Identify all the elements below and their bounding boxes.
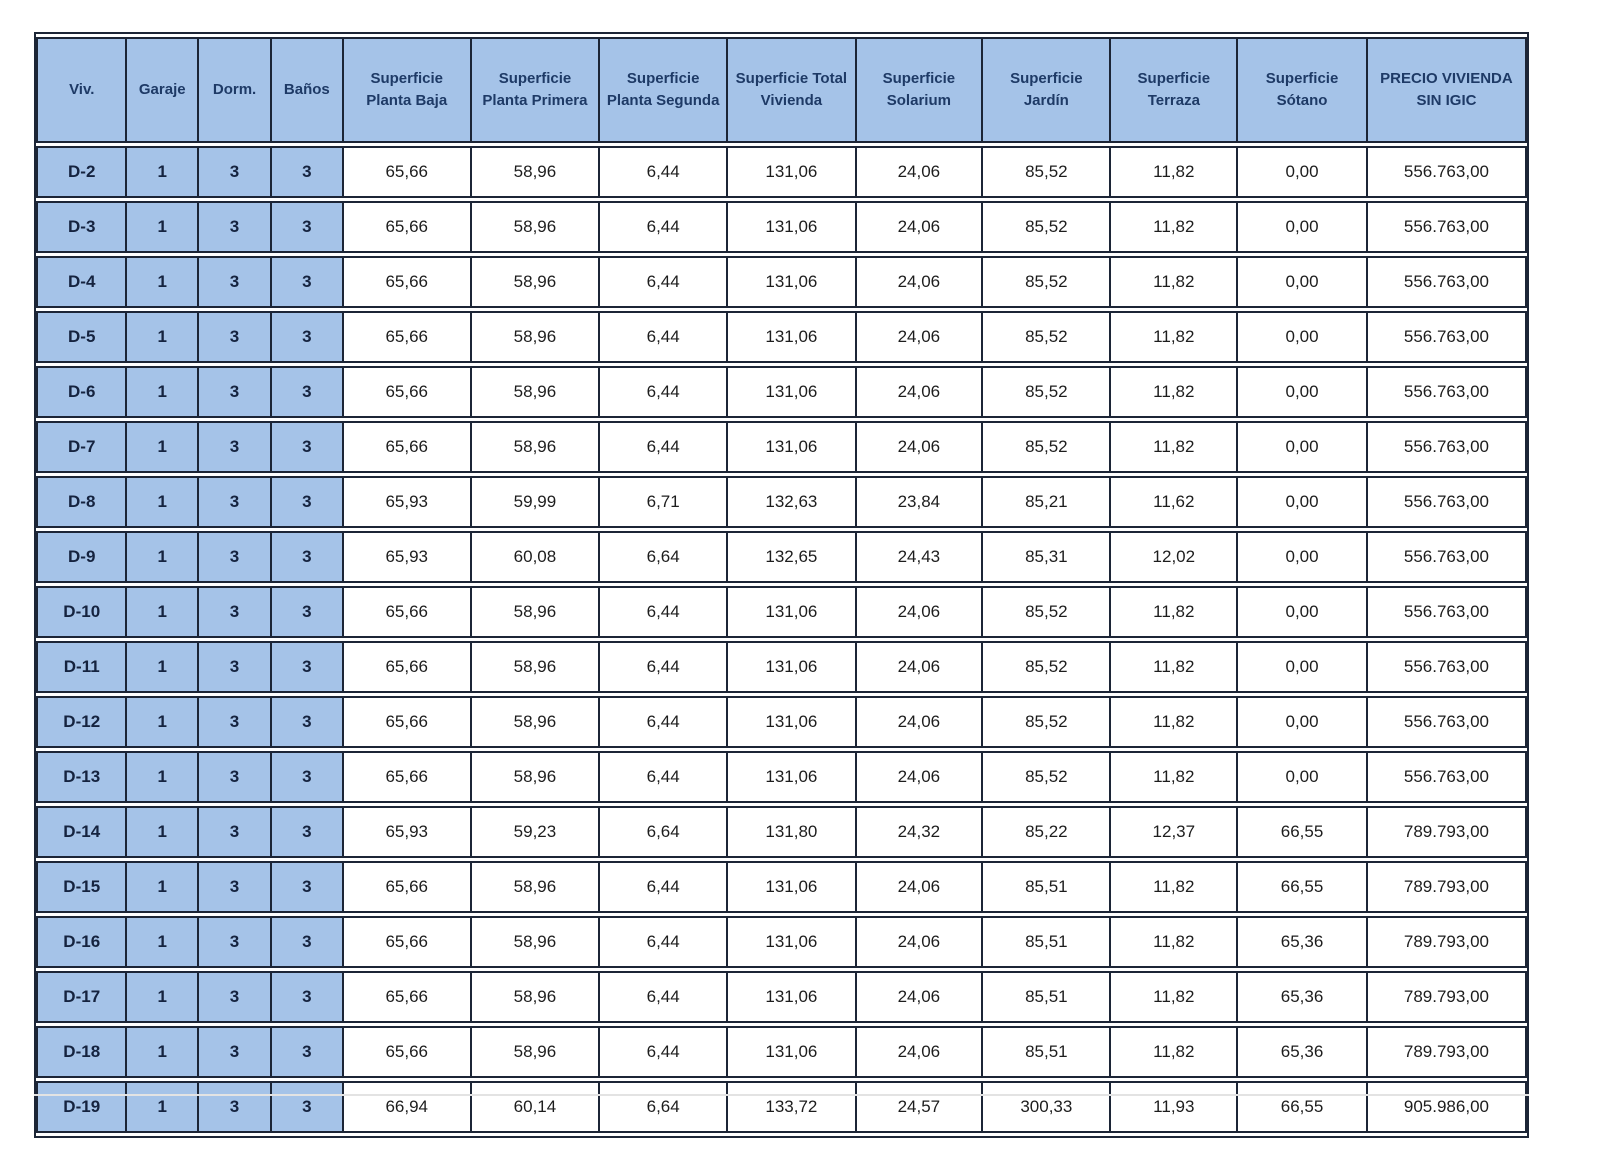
data-cell-sup_jardin: 85,52 <box>981 311 1109 363</box>
page-bottom-shadow <box>34 1094 1529 1096</box>
data-cell-garaje: 1 <box>125 751 197 803</box>
data-cell-sup_planta_segunda: 6,44 <box>598 751 726 803</box>
header-cell-sup_terraza: Superficie Terraza <box>1109 37 1236 143</box>
table-row-d-6 <box>36 366 1527 418</box>
table-row-d-11 <box>36 641 1527 693</box>
data-cell-dorm: 3 <box>197 916 270 968</box>
data-cell-sup_jardin: 85,52 <box>981 696 1109 748</box>
data-cell-sup_planta_baja: 65,93 <box>342 531 470 583</box>
data-cell-sup_planta_primera: 58,96 <box>470 366 598 418</box>
data-cell-sup_terraza: 11,62 <box>1109 476 1236 528</box>
data-cell-garaje: 1 <box>125 256 197 308</box>
data-cell-sup_terraza: 11,82 <box>1109 421 1236 473</box>
data-cell-sup_planta_segunda: 6,44 <box>598 586 726 638</box>
row-label-cell: D-3 <box>36 201 125 253</box>
data-cell-sup_planta_baja: 65,66 <box>342 1026 470 1078</box>
data-cell-sup_solarium: 24,06 <box>855 366 982 418</box>
data-cell-sup_planta_segunda: 6,44 <box>598 1026 726 1078</box>
data-cell-sup_planta_baja: 65,66 <box>342 311 470 363</box>
row-label-cell: D-2 <box>36 146 125 198</box>
data-cell-sup_sotano: 0,00 <box>1236 201 1366 253</box>
data-cell-sup_planta_segunda: 6,64 <box>598 1081 726 1133</box>
data-cell-dorm: 3 <box>197 586 270 638</box>
data-cell-sup_terraza: 11,82 <box>1109 861 1236 913</box>
data-cell-precio: 556.763,00 <box>1366 586 1527 638</box>
data-cell-sup_planta_segunda: 6,44 <box>598 861 726 913</box>
data-cell-garaje: 1 <box>125 531 197 583</box>
data-cell-banos: 3 <box>270 1026 342 1078</box>
data-cell-sup_solarium: 24,06 <box>855 916 982 968</box>
data-cell-sup_planta_primera: 58,96 <box>470 861 598 913</box>
data-cell-sup_solarium: 24,32 <box>855 806 982 858</box>
data-cell-sup_jardin: 85,52 <box>981 586 1109 638</box>
data-cell-garaje: 1 <box>125 1081 197 1133</box>
data-cell-sup_planta_segunda: 6,64 <box>598 806 726 858</box>
data-cell-dorm: 3 <box>197 531 270 583</box>
data-cell-sup_planta_primera: 60,08 <box>470 531 598 583</box>
data-cell-precio: 789.793,00 <box>1366 971 1527 1023</box>
data-cell-sup_terraza: 11,82 <box>1109 146 1236 198</box>
data-cell-sup_planta_primera: 59,23 <box>470 806 598 858</box>
row-label-cell: D-18 <box>36 1026 125 1078</box>
data-cell-sup_planta_baja: 65,66 <box>342 751 470 803</box>
data-cell-banos: 3 <box>270 1081 342 1133</box>
data-cell-sup_sotano: 0,00 <box>1236 586 1366 638</box>
data-cell-sup_jardin: 85,51 <box>981 861 1109 913</box>
data-cell-garaje: 1 <box>125 806 197 858</box>
data-cell-sup_jardin: 85,52 <box>981 201 1109 253</box>
data-cell-precio: 556.763,00 <box>1366 366 1527 418</box>
data-cell-sup_planta_segunda: 6,44 <box>598 916 726 968</box>
table-row-d-8 <box>36 476 1527 528</box>
data-cell-sup_planta_primera: 58,96 <box>470 751 598 803</box>
data-cell-sup_jardin: 85,52 <box>981 641 1109 693</box>
table-row-d-18 <box>36 1026 1527 1078</box>
data-cell-sup_solarium: 24,06 <box>855 641 982 693</box>
data-cell-sup_solarium: 24,43 <box>855 531 982 583</box>
data-cell-sup_total_vivienda: 131,06 <box>726 751 854 803</box>
data-cell-precio: 556.763,00 <box>1366 641 1527 693</box>
data-cell-precio: 789.793,00 <box>1366 861 1527 913</box>
data-cell-sup_terraza: 11,82 <box>1109 256 1236 308</box>
data-cell-sup_planta_segunda: 6,44 <box>598 421 726 473</box>
header-cell-sup_jardin: Superficie Jardín <box>981 37 1109 143</box>
table-row-d-15 <box>36 861 1527 913</box>
row-label-cell: D-7 <box>36 421 125 473</box>
data-cell-sup_terraza: 12,02 <box>1109 531 1236 583</box>
data-cell-banos: 3 <box>270 971 342 1023</box>
data-cell-sup_planta_segunda: 6,44 <box>598 311 726 363</box>
data-cell-sup_solarium: 24,06 <box>855 971 982 1023</box>
data-cell-sup_planta_baja: 65,66 <box>342 586 470 638</box>
data-cell-precio: 556.763,00 <box>1366 751 1527 803</box>
row-label-cell: D-15 <box>36 861 125 913</box>
header-cell-sup_planta_primera: Superficie Planta Primera <box>470 37 598 143</box>
table-row-d-12 <box>36 696 1527 748</box>
data-cell-sup_jardin: 85,51 <box>981 1026 1109 1078</box>
data-cell-sup_planta_primera: 58,96 <box>470 696 598 748</box>
data-cell-dorm: 3 <box>197 751 270 803</box>
data-cell-sup_sotano: 66,55 <box>1236 861 1366 913</box>
price-table <box>34 32 1529 1138</box>
data-cell-sup_terraza: 11,82 <box>1109 366 1236 418</box>
data-cell-sup_total_vivienda: 131,06 <box>726 696 854 748</box>
table-row-d-3 <box>36 201 1527 253</box>
data-cell-sup_planta_baja: 65,93 <box>342 806 470 858</box>
data-cell-sup_jardin: 85,52 <box>981 146 1109 198</box>
table-row-d-4 <box>36 256 1527 308</box>
data-cell-garaje: 1 <box>125 146 197 198</box>
data-cell-sup_total_vivienda: 131,06 <box>726 421 854 473</box>
data-cell-dorm: 3 <box>197 421 270 473</box>
data-cell-sup_sotano: 0,00 <box>1236 256 1366 308</box>
header-cell-viv: Viv. <box>36 37 125 143</box>
data-cell-sup_planta_segunda: 6,71 <box>598 476 726 528</box>
data-cell-sup_planta_primera: 58,96 <box>470 586 598 638</box>
data-cell-sup_sotano: 0,00 <box>1236 421 1366 473</box>
data-cell-sup_jardin: 85,52 <box>981 256 1109 308</box>
data-cell-dorm: 3 <box>197 146 270 198</box>
data-cell-sup_total_vivienda: 131,06 <box>726 201 854 253</box>
data-cell-precio: 556.763,00 <box>1366 421 1527 473</box>
data-cell-sup_planta_baja: 65,66 <box>342 146 470 198</box>
data-cell-sup_total_vivienda: 132,65 <box>726 531 854 583</box>
row-label-cell: D-11 <box>36 641 125 693</box>
data-cell-sup_planta_primera: 60,14 <box>470 1081 598 1133</box>
data-cell-dorm: 3 <box>197 696 270 748</box>
data-cell-precio: 789.793,00 <box>1366 806 1527 858</box>
data-cell-sup_terraza: 11,82 <box>1109 586 1236 638</box>
header-cell-sup_planta_segunda: Superficie Planta Segunda <box>598 37 726 143</box>
row-label-cell: D-19 <box>36 1081 125 1133</box>
data-cell-garaje: 1 <box>125 586 197 638</box>
data-cell-sup_sotano: 0,00 <box>1236 476 1366 528</box>
header-cell-garaje: Garaje <box>125 37 197 143</box>
data-cell-sup_solarium: 24,57 <box>855 1081 982 1133</box>
data-cell-sup_solarium: 24,06 <box>855 586 982 638</box>
data-cell-sup_planta_baja: 65,66 <box>342 201 470 253</box>
price-table-container <box>34 32 1529 1138</box>
data-cell-precio: 556.763,00 <box>1366 201 1527 253</box>
data-cell-sup_sotano: 66,55 <box>1236 1081 1366 1133</box>
data-cell-sup_sotano: 0,00 <box>1236 751 1366 803</box>
data-cell-sup_planta_segunda: 6,44 <box>598 256 726 308</box>
data-cell-sup_planta_baja: 65,66 <box>342 641 470 693</box>
row-label-cell: D-8 <box>36 476 125 528</box>
data-cell-sup_sotano: 65,36 <box>1236 971 1366 1023</box>
data-cell-precio: 789.793,00 <box>1366 1026 1527 1078</box>
row-label-cell: D-12 <box>36 696 125 748</box>
data-cell-banos: 3 <box>270 641 342 693</box>
data-cell-banos: 3 <box>270 696 342 748</box>
data-cell-sup_terraza: 11,82 <box>1109 201 1236 253</box>
data-cell-precio: 556.763,00 <box>1366 146 1527 198</box>
data-cell-banos: 3 <box>270 586 342 638</box>
data-cell-precio: 556.763,00 <box>1366 531 1527 583</box>
header-cell-sup_solarium: Superficie Solarium <box>855 37 982 143</box>
data-cell-garaje: 1 <box>125 476 197 528</box>
data-cell-sup_total_vivienda: 131,80 <box>726 806 854 858</box>
row-label-cell: D-6 <box>36 366 125 418</box>
data-cell-sup_terraza: 11,82 <box>1109 751 1236 803</box>
row-label-cell: D-16 <box>36 916 125 968</box>
data-cell-banos: 3 <box>270 806 342 858</box>
data-cell-garaje: 1 <box>125 366 197 418</box>
data-cell-garaje: 1 <box>125 971 197 1023</box>
data-cell-dorm: 3 <box>197 311 270 363</box>
data-cell-sup_planta_primera: 58,96 <box>470 916 598 968</box>
data-cell-dorm: 3 <box>197 476 270 528</box>
row-label-cell: D-4 <box>36 256 125 308</box>
data-cell-sup_jardin: 85,52 <box>981 751 1109 803</box>
data-cell-sup_planta_primera: 59,99 <box>470 476 598 528</box>
data-cell-sup_solarium: 24,06 <box>855 421 982 473</box>
data-cell-dorm: 3 <box>197 971 270 1023</box>
data-cell-sup_terraza: 11,82 <box>1109 641 1236 693</box>
data-cell-sup_solarium: 24,06 <box>855 256 982 308</box>
data-cell-sup_planta_baja: 65,66 <box>342 861 470 913</box>
table-row-d-2 <box>36 146 1527 198</box>
data-cell-sup_sotano: 65,36 <box>1236 916 1366 968</box>
data-cell-sup_planta_baja: 65,66 <box>342 421 470 473</box>
data-cell-banos: 3 <box>270 146 342 198</box>
data-cell-sup_planta_segunda: 6,64 <box>598 531 726 583</box>
data-cell-sup_sotano: 0,00 <box>1236 531 1366 583</box>
data-cell-sup_planta_baja: 65,66 <box>342 696 470 748</box>
table-row-d-10 <box>36 586 1527 638</box>
data-cell-sup_solarium: 24,06 <box>855 201 982 253</box>
data-cell-banos: 3 <box>270 531 342 583</box>
data-cell-sup_total_vivienda: 131,06 <box>726 146 854 198</box>
row-label-cell: D-5 <box>36 311 125 363</box>
data-cell-dorm: 3 <box>197 256 270 308</box>
data-cell-sup_total_vivienda: 131,06 <box>726 916 854 968</box>
data-cell-sup_planta_segunda: 6,44 <box>598 366 726 418</box>
data-cell-sup_terraza: 11,82 <box>1109 1026 1236 1078</box>
data-cell-sup_jardin: 85,51 <box>981 916 1109 968</box>
row-label-cell: D-14 <box>36 806 125 858</box>
data-cell-dorm: 3 <box>197 861 270 913</box>
data-cell-sup_total_vivienda: 131,06 <box>726 256 854 308</box>
data-cell-precio: 556.763,00 <box>1366 311 1527 363</box>
data-cell-precio: 556.763,00 <box>1366 476 1527 528</box>
data-cell-sup_sotano: 65,36 <box>1236 1026 1366 1078</box>
data-cell-garaje: 1 <box>125 916 197 968</box>
data-cell-sup_total_vivienda: 131,06 <box>726 641 854 693</box>
data-cell-banos: 3 <box>270 311 342 363</box>
data-cell-garaje: 1 <box>125 641 197 693</box>
data-cell-sup_terraza: 12,37 <box>1109 806 1236 858</box>
data-cell-sup_planta_segunda: 6,44 <box>598 146 726 198</box>
header-cell-sup_total_vivienda: Superficie Total Vivienda <box>726 37 854 143</box>
data-cell-sup_solarium: 24,06 <box>855 311 982 363</box>
data-cell-garaje: 1 <box>125 861 197 913</box>
data-cell-banos: 3 <box>270 476 342 528</box>
data-cell-dorm: 3 <box>197 366 270 418</box>
data-cell-sup_sotano: 0,00 <box>1236 366 1366 418</box>
data-cell-sup_jardin: 85,21 <box>981 476 1109 528</box>
data-cell-dorm: 3 <box>197 1081 270 1133</box>
data-cell-sup_planta_baja: 65,66 <box>342 366 470 418</box>
data-cell-sup_total_vivienda: 131,06 <box>726 311 854 363</box>
data-cell-sup_solarium: 24,06 <box>855 751 982 803</box>
data-cell-garaje: 1 <box>125 311 197 363</box>
data-cell-sup_jardin: 300,33 <box>981 1081 1109 1133</box>
data-cell-sup_terraza: 11,82 <box>1109 971 1236 1023</box>
table-row-d-7 <box>36 421 1527 473</box>
data-cell-sup_planta_primera: 58,96 <box>470 201 598 253</box>
data-cell-sup_solarium: 23,84 <box>855 476 982 528</box>
header-cell-dorm: Dorm. <box>197 37 270 143</box>
data-cell-garaje: 1 <box>125 201 197 253</box>
data-cell-sup_solarium: 24,06 <box>855 861 982 913</box>
row-label-cell: D-10 <box>36 586 125 638</box>
table-header-row <box>36 37 1527 143</box>
data-cell-precio: 556.763,00 <box>1366 256 1527 308</box>
row-label-cell: D-13 <box>36 751 125 803</box>
data-cell-banos: 3 <box>270 366 342 418</box>
data-cell-banos: 3 <box>270 916 342 968</box>
data-cell-sup_total_vivienda: 131,06 <box>726 366 854 418</box>
data-cell-dorm: 3 <box>197 1026 270 1078</box>
data-cell-sup_terraza: 11,82 <box>1109 311 1236 363</box>
data-cell-sup_sotano: 0,00 <box>1236 696 1366 748</box>
row-label-cell: D-9 <box>36 531 125 583</box>
data-cell-sup_planta_segunda: 6,44 <box>598 201 726 253</box>
data-cell-sup_total_vivienda: 131,06 <box>726 586 854 638</box>
data-cell-precio: 789.793,00 <box>1366 916 1527 968</box>
data-cell-sup_sotano: 0,00 <box>1236 146 1366 198</box>
data-cell-sup_planta_segunda: 6,44 <box>598 696 726 748</box>
data-cell-sup_jardin: 85,52 <box>981 366 1109 418</box>
table-row-d-9 <box>36 531 1527 583</box>
table-row-d-17 <box>36 971 1527 1023</box>
data-cell-precio: 556.763,00 <box>1366 696 1527 748</box>
data-cell-garaje: 1 <box>125 421 197 473</box>
data-cell-sup_planta_primera: 58,96 <box>470 256 598 308</box>
data-cell-sup_terraza: 11,82 <box>1109 696 1236 748</box>
data-cell-sup_planta_segunda: 6,44 <box>598 971 726 1023</box>
table-row-d-16 <box>36 916 1527 968</box>
data-cell-sup_total_vivienda: 131,06 <box>726 971 854 1023</box>
table-row-d-5 <box>36 311 1527 363</box>
data-cell-garaje: 1 <box>125 696 197 748</box>
header-cell-sup_sotano: Superficie Sótano <box>1236 37 1366 143</box>
data-cell-sup_sotano: 0,00 <box>1236 311 1366 363</box>
data-cell-sup_total_vivienda: 131,06 <box>726 1026 854 1078</box>
data-cell-sup_jardin: 85,31 <box>981 531 1109 583</box>
data-cell-sup_solarium: 24,06 <box>855 146 982 198</box>
data-cell-banos: 3 <box>270 751 342 803</box>
data-cell-sup_planta_primera: 58,96 <box>470 971 598 1023</box>
data-cell-sup_planta_primera: 58,96 <box>470 641 598 693</box>
data-cell-sup_planta_primera: 58,96 <box>470 421 598 473</box>
data-cell-sup_planta_primera: 58,96 <box>470 146 598 198</box>
data-cell-sup_total_vivienda: 132,63 <box>726 476 854 528</box>
row-label-cell: D-17 <box>36 971 125 1023</box>
data-cell-sup_sotano: 0,00 <box>1236 641 1366 693</box>
data-cell-sup_planta_primera: 58,96 <box>470 1026 598 1078</box>
data-cell-sup_total_vivienda: 131,06 <box>726 861 854 913</box>
table-row-d-14 <box>36 806 1527 858</box>
data-cell-banos: 3 <box>270 256 342 308</box>
data-cell-sup_planta_baja: 65,66 <box>342 256 470 308</box>
data-cell-precio: 905.986,00 <box>1366 1081 1527 1133</box>
data-cell-banos: 3 <box>270 861 342 913</box>
data-cell-dorm: 3 <box>197 201 270 253</box>
header-cell-banos: Baños <box>270 37 342 143</box>
table-row-d-19 <box>36 1081 1527 1133</box>
data-cell-sup_planta_baja: 66,94 <box>342 1081 470 1133</box>
data-cell-sup_jardin: 85,22 <box>981 806 1109 858</box>
data-cell-sup_planta_primera: 58,96 <box>470 311 598 363</box>
data-cell-sup_planta_baja: 65,93 <box>342 476 470 528</box>
data-cell-sup_jardin: 85,52 <box>981 421 1109 473</box>
header-cell-precio: PRECIO VIVIENDA SIN IGIC <box>1366 37 1527 143</box>
data-cell-sup_planta_baja: 65,66 <box>342 916 470 968</box>
table-row-d-13 <box>36 751 1527 803</box>
data-cell-sup_terraza: 11,82 <box>1109 916 1236 968</box>
data-cell-sup_planta_baja: 65,66 <box>342 971 470 1023</box>
data-cell-sup_sotano: 66,55 <box>1236 806 1366 858</box>
data-cell-dorm: 3 <box>197 806 270 858</box>
data-cell-banos: 3 <box>270 201 342 253</box>
data-cell-garaje: 1 <box>125 1026 197 1078</box>
data-cell-sup_total_vivienda: 133,72 <box>726 1081 854 1133</box>
data-cell-dorm: 3 <box>197 641 270 693</box>
data-cell-banos: 3 <box>270 421 342 473</box>
header-cell-sup_planta_baja: Superficie Planta Baja <box>342 37 470 143</box>
data-cell-sup_solarium: 24,06 <box>855 1026 982 1078</box>
data-cell-sup_solarium: 24,06 <box>855 696 982 748</box>
data-cell-sup_terraza: 11,93 <box>1109 1081 1236 1133</box>
data-cell-sup_planta_segunda: 6,44 <box>598 641 726 693</box>
data-cell-sup_jardin: 85,51 <box>981 971 1109 1023</box>
